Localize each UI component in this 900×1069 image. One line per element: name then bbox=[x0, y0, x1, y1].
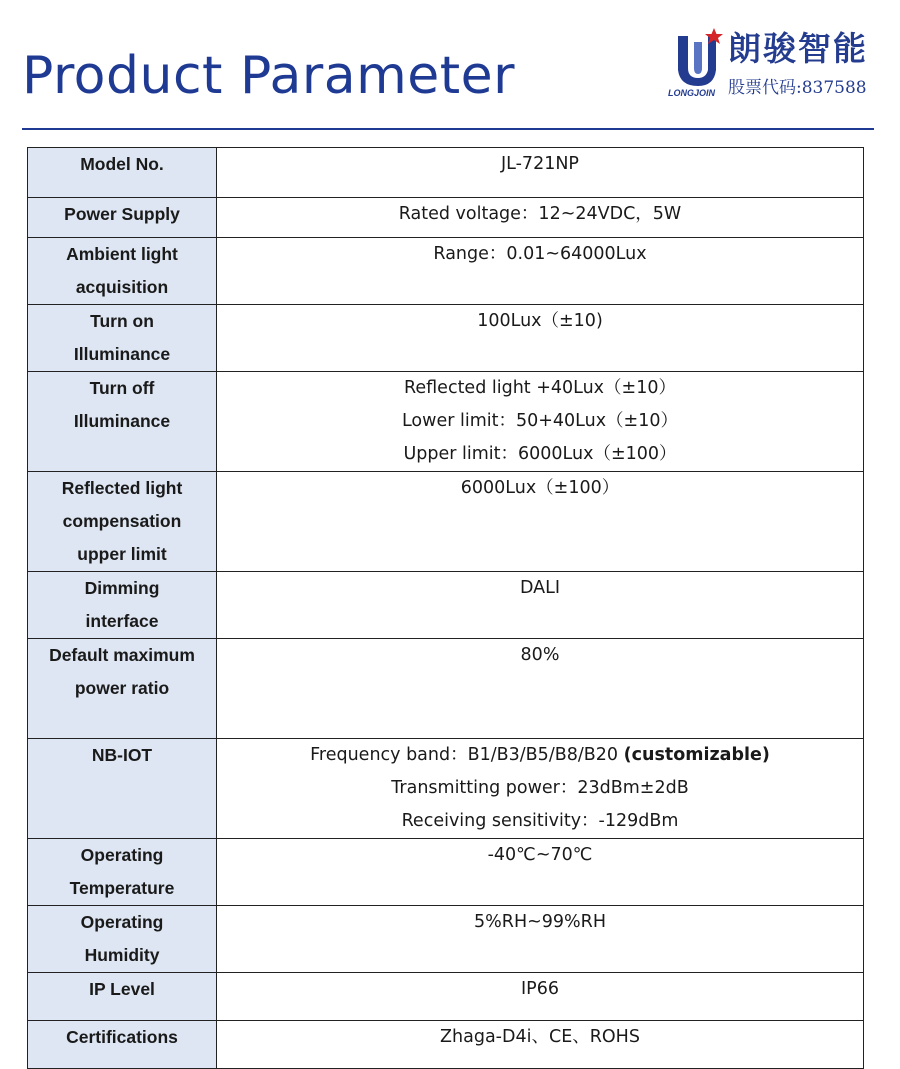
table-row bbox=[28, 148, 864, 198]
row-label: Reflected light compensation upper limit bbox=[28, 472, 217, 572]
row-value: JL-721NP bbox=[217, 148, 864, 198]
table-row bbox=[28, 639, 864, 739]
table-row bbox=[28, 198, 864, 238]
table-row bbox=[28, 472, 864, 572]
row-label: Power Supply bbox=[28, 198, 217, 238]
table-row bbox=[28, 839, 864, 906]
row-value: Reflected light +40Lux（±10） Lower limit：50+40Lux（±10） Upper limit：6000Lux（±100） bbox=[217, 372, 864, 472]
row-value: -40℃~70℃ bbox=[217, 839, 864, 906]
row-label: IP Level bbox=[28, 973, 217, 1021]
row-label: Operating Humidity bbox=[28, 906, 217, 973]
header-divider bbox=[22, 128, 874, 130]
table-row bbox=[28, 238, 864, 305]
row-value: 80% bbox=[217, 639, 864, 739]
row-label: Default maximum power ratio bbox=[28, 639, 217, 739]
logo-english-name: LONGJOIN bbox=[668, 88, 716, 98]
row-value: IP66 bbox=[217, 973, 864, 1021]
table-row bbox=[28, 572, 864, 639]
stock-code: 股票代码:837588 bbox=[728, 78, 867, 98]
row-label: Dimming interface bbox=[28, 572, 217, 639]
table-row bbox=[28, 906, 864, 973]
row-value: 6000Lux（±100） bbox=[217, 472, 864, 572]
table-row bbox=[28, 973, 864, 1021]
row-label: Turn on Illuminance bbox=[28, 305, 217, 372]
row-value: Range：0.01~64000Lux bbox=[217, 238, 864, 305]
page-title: Product Parameter bbox=[22, 46, 516, 106]
longjoin-logo-icon bbox=[672, 28, 724, 88]
table-row bbox=[28, 1021, 864, 1069]
row-label: Model No. bbox=[28, 148, 217, 198]
customizable-note: (customizable) bbox=[623, 745, 770, 765]
row-value: Zhaga-D4i、CE、ROHS bbox=[217, 1021, 864, 1069]
row-label: Ambient light acquisition bbox=[28, 238, 217, 305]
table-row bbox=[28, 305, 864, 372]
logo-chinese-name: 朗骏智能 bbox=[728, 29, 868, 68]
row-label: Operating Temperature bbox=[28, 839, 217, 906]
table-row bbox=[28, 739, 864, 839]
table-row bbox=[28, 372, 864, 472]
row-value: Rated voltage：12~24VDC，5W bbox=[217, 198, 864, 238]
row-label: Turn off Illuminance bbox=[28, 372, 217, 472]
parameter-table bbox=[27, 147, 864, 1069]
row-label: NB-IOT bbox=[28, 739, 217, 839]
row-label: Certifications bbox=[28, 1021, 217, 1069]
row-value: 100Lux（±10) bbox=[217, 305, 864, 372]
row-value: Frequency band：B1/B3/B5/B8/B20 (customizable) Transmitting power：23dBm±2dB Receiving sensitivity：-129dBm bbox=[217, 739, 864, 839]
row-value: 5%RH~99%RH bbox=[217, 906, 864, 973]
brand-logo bbox=[668, 24, 888, 104]
row-value: DALI bbox=[217, 572, 864, 639]
